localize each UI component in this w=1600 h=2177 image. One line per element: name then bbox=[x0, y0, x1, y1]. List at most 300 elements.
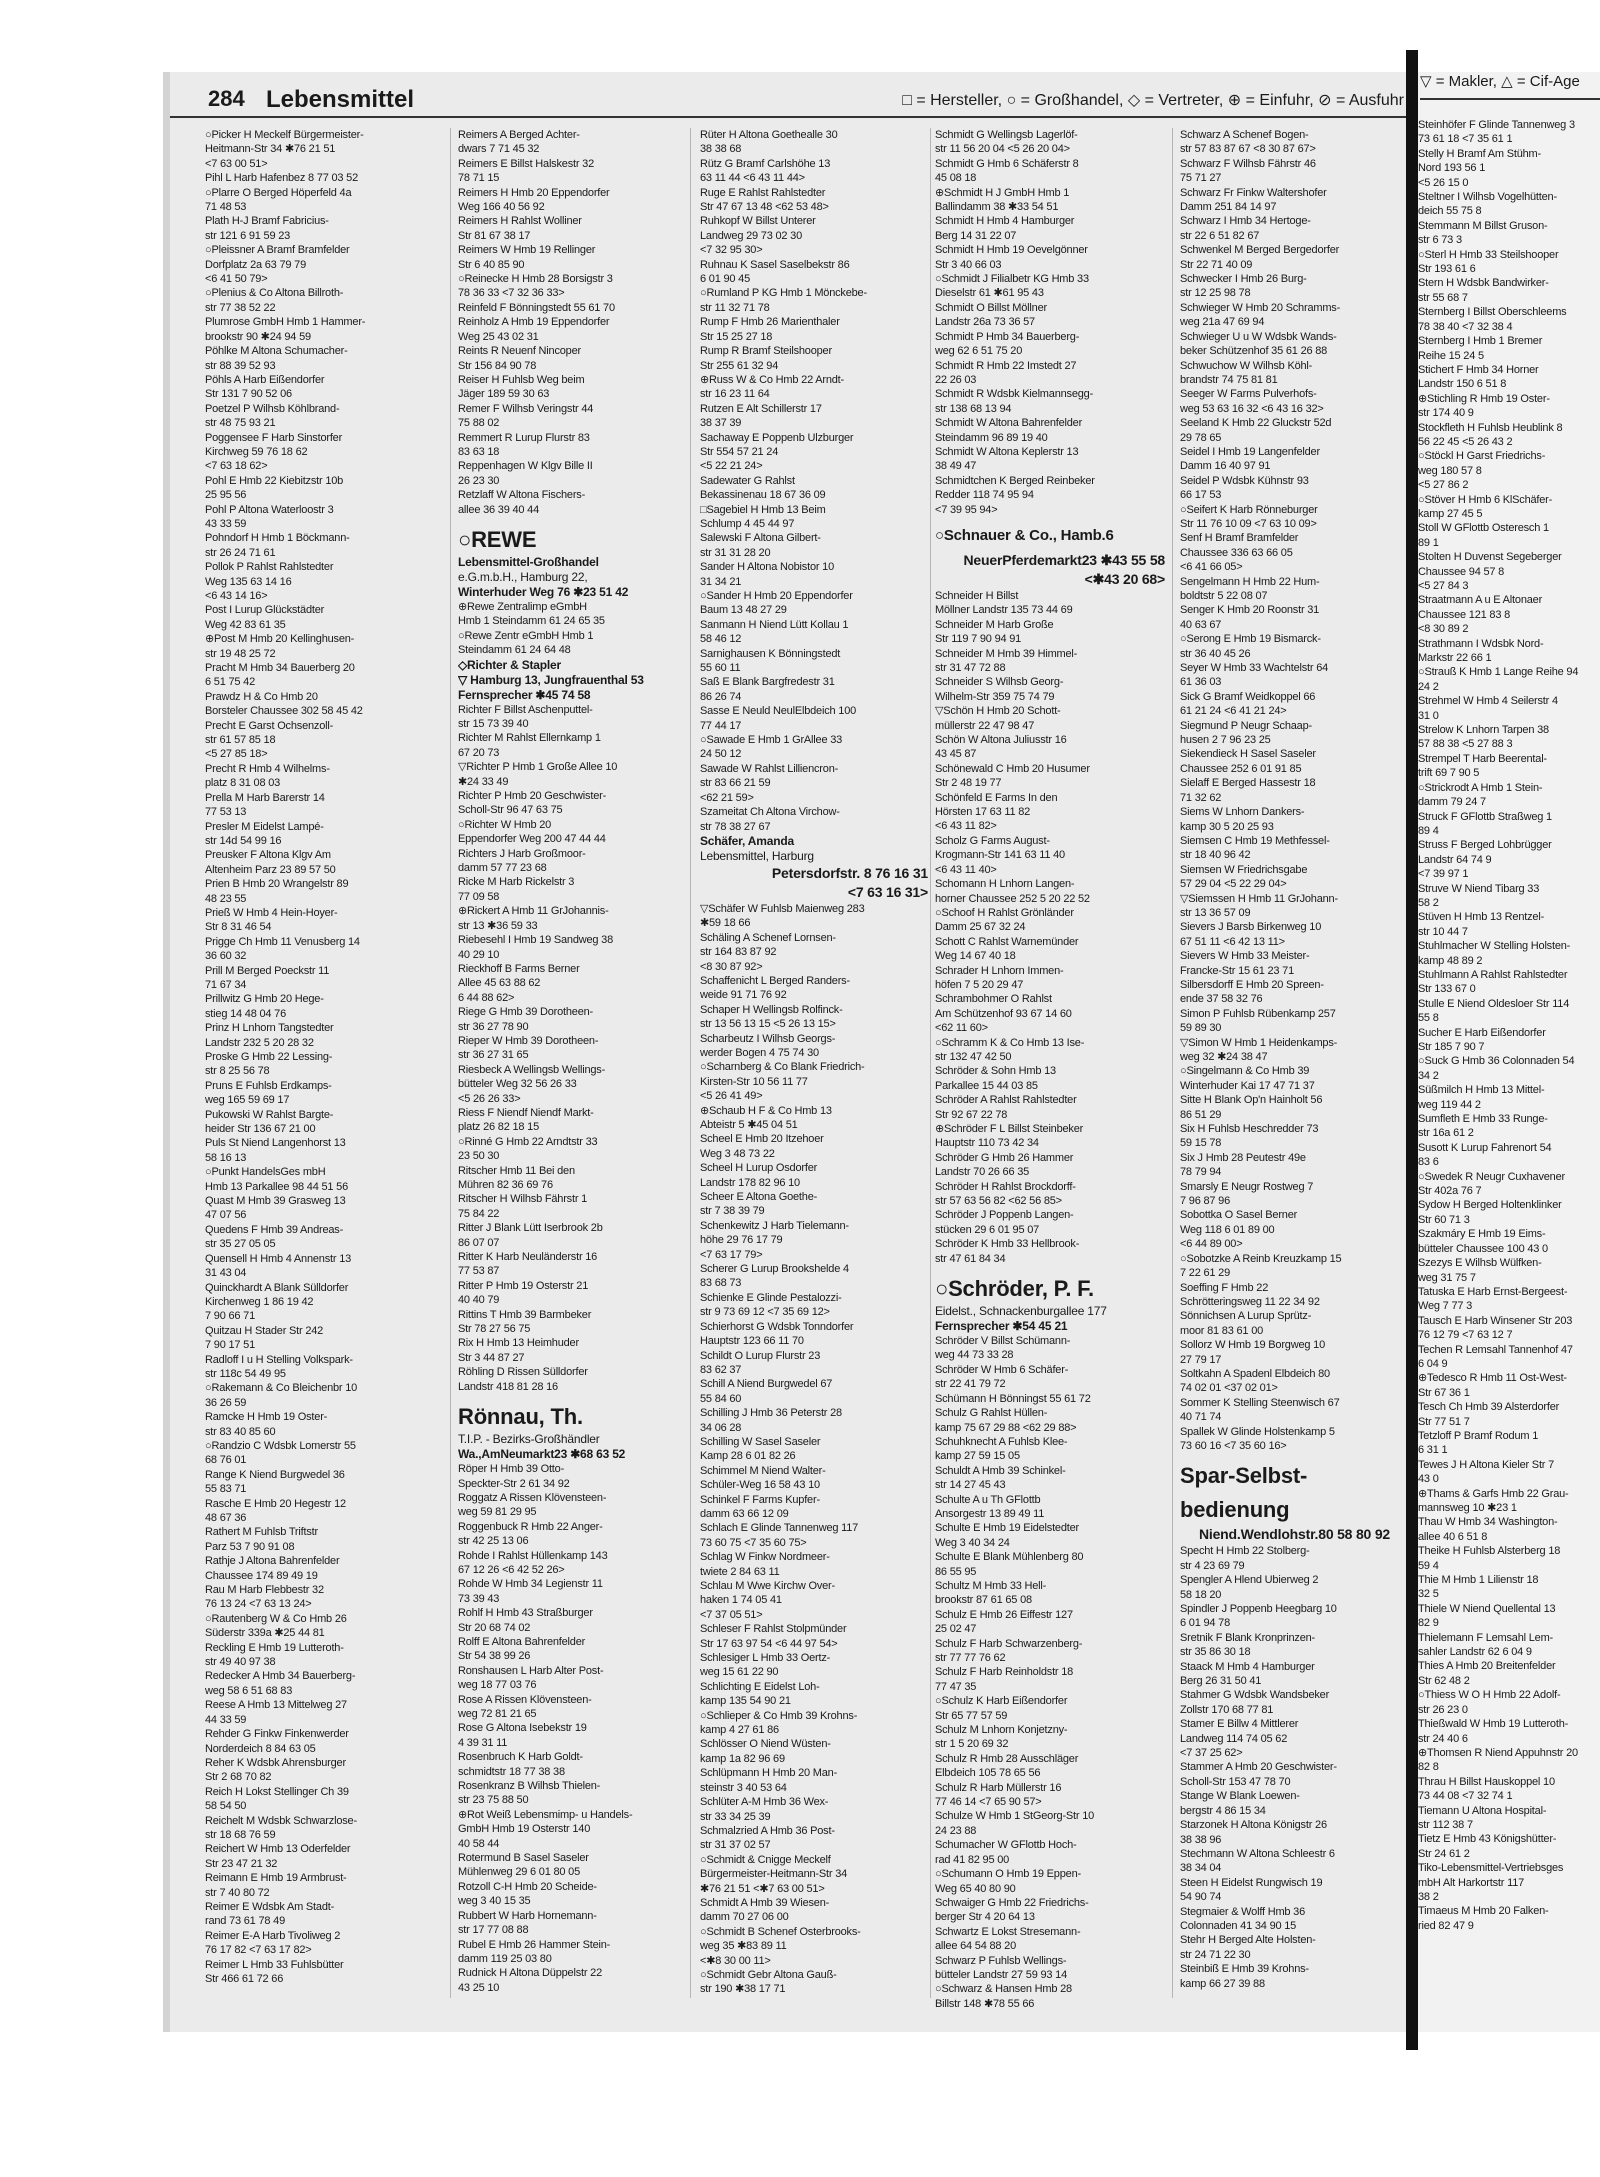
directory-entry-line: ○Stöckl H Garst Friedrichs- bbox=[1418, 450, 1546, 463]
directory-entry-line: Schilling W Sasel Saseler bbox=[700, 1435, 821, 1448]
directory-entry-line: Rohde W Hmb 34 Legienstr 11 bbox=[458, 1578, 603, 1591]
directory-entry-line: Sretnik F Blank Kronprinzen- bbox=[1180, 1631, 1316, 1644]
directory-entry-line: Berg 14 31 22 07 bbox=[935, 229, 1017, 242]
directory-entry-line: 31 43 04 bbox=[205, 1267, 247, 1280]
directory-entry-line: Remmert R Lurup Flurstr 83 bbox=[458, 431, 590, 444]
directory-entry-line: 7 96 87 96 bbox=[1180, 1195, 1230, 1208]
directory-entry-line: str 14d 54 99 16 bbox=[205, 834, 282, 847]
directory-entry-line: Am Schützenhof 93 67 14 60 bbox=[935, 1007, 1072, 1020]
directory-entry-line: 61 21 24 <6 41 21 24> bbox=[1180, 705, 1287, 718]
directory-entry-line: weg 31 75 7 bbox=[1418, 1271, 1476, 1284]
directory-entry-line: Str 77 51 7 bbox=[1418, 1415, 1470, 1428]
directory-entry-line: Rolff E Altona Bahrenfelder bbox=[458, 1635, 586, 1648]
directory-entry-line: Schinkel F Farms Kupfer- bbox=[700, 1493, 820, 1506]
directory-entry-line: Rathje J Altona Bahrenfelder bbox=[205, 1555, 340, 1568]
directory-column-2 bbox=[458, 128, 676, 2008]
directory-entry-line: Schilling J Hmb 36 Peterstr 28 bbox=[700, 1407, 842, 1420]
directory-entry-line: Reimers W Hmb 19 Rellinger bbox=[458, 244, 596, 257]
directory-entry-line: Riege G Hmb 39 Dorotheen- bbox=[458, 1006, 594, 1019]
directory-entry-line: Schlump 4 45 44 97 bbox=[700, 517, 795, 530]
directory-entry-line: Str 62 48 2 bbox=[1418, 1674, 1470, 1687]
directory-entry-line: platz 8 31 08 03 bbox=[205, 777, 281, 790]
directory-entry-line: Landstr 26a 73 36 57 bbox=[935, 316, 1035, 329]
directory-entry-line: Quitzau H Stader Str 242 bbox=[205, 1324, 324, 1337]
directory-entry-line: ried 82 47 9 bbox=[1418, 1919, 1474, 1932]
directory-entry-line: Str 2 48 19 77 bbox=[935, 777, 1002, 790]
directory-entry-line: Schwieger W Hmb 20 Schramms- bbox=[1180, 301, 1341, 314]
directory-column-6-right-page bbox=[1418, 118, 1600, 1998]
directory-entry-line: Schaffenicht L Berged Randers- bbox=[700, 974, 850, 987]
directory-entry-line: 63 11 44 <6 43 11 44> bbox=[700, 172, 805, 185]
directory-entry-line: <7 63 00 51> bbox=[205, 157, 268, 170]
directory-entry-line: 6 44 88 62> bbox=[458, 991, 515, 1004]
directory-entry-line: Schönfeld E Farms In den bbox=[935, 791, 1058, 804]
directory-entry-line: weg 18 77 03 76 bbox=[458, 1679, 537, 1692]
directory-entry-line: Thiele W Niend Quellental 13 bbox=[1418, 1602, 1556, 1615]
directory-entry-line: Str 554 57 21 24 bbox=[700, 445, 779, 458]
directory-entry-line: 6 51 75 42 bbox=[205, 676, 255, 689]
directory-entry-line: Schlichting E Eidelst Loh- bbox=[700, 1680, 820, 1693]
directory-entry-line: Rump R Bramf Steilshooper bbox=[700, 345, 832, 358]
directory-entry-line: ○Swedek R Neugr Cuxhavener bbox=[1418, 1170, 1565, 1183]
directory-entry-line: Siegmund P Neugr Schaap- bbox=[1180, 719, 1312, 732]
directory-entry-line: Senf H Bramf Bramfelder bbox=[1180, 532, 1299, 545]
directory-entry-line: ○Schmidt J Filialbetr KG Hmb 33 bbox=[935, 273, 1089, 286]
directory-entry-line: Schröder J Poppenb Langen- bbox=[935, 1209, 1074, 1222]
directory-entry-line: Presler M Eidelst Lampé- bbox=[205, 820, 324, 833]
directory-entry-line: str 26 24 71 61 bbox=[205, 546, 276, 559]
column-divider bbox=[930, 128, 931, 1998]
directory-entry-line: Thie M Hmb 1 Lilienstr 18 bbox=[1418, 1574, 1539, 1587]
directory-entry-line: Rüter H Altona Goethealle 30 bbox=[700, 129, 838, 141]
directory-entry-line: ⊕Schröder F L Billst Steinbeker bbox=[935, 1123, 1084, 1135]
directory-entry-line: ▽Schön H Hmb 20 Schott- bbox=[935, 705, 1061, 718]
directory-entry-line: Röper H Hmb 39 Otto- bbox=[458, 1463, 565, 1476]
directory-entry-line: Prinz H Lnhorn Tangstedter bbox=[205, 1022, 334, 1035]
directory-entry-line: str 24 71 22 30 bbox=[1180, 1948, 1251, 1961]
directory-entry-line: Weg 14 67 40 18 bbox=[935, 950, 1016, 963]
directory-entry-line: Landstr 70 26 66 35 bbox=[935, 1166, 1030, 1179]
directory-entry-line: 48 23 55 bbox=[205, 892, 247, 905]
directory-entry-line: Tewes J H Altona Kieler Str 7 bbox=[1418, 1458, 1555, 1471]
directory-entry-line: 73 44 08 <7 32 74 1 bbox=[1418, 1790, 1513, 1803]
directory-entry-line: Stehr H Berged Alte Holsten- bbox=[1180, 1934, 1316, 1947]
directory-entry-line: 36 26 59 bbox=[205, 1396, 247, 1409]
directory-entry-line: □Sagebiel H Hmb 13 Beim bbox=[700, 503, 826, 516]
directory-entry-line: Kirchenweg 1 86 19 42 bbox=[205, 1295, 314, 1308]
directory-entry-line: Pihl L Harb Hafenbez 8 77 03 52 bbox=[205, 172, 358, 185]
directory-entry-line: Stamer E Billw 4 Mittlerer bbox=[1180, 1718, 1299, 1731]
directory-entry-line: Schmidt G Wellingsb Lagerlöf- bbox=[935, 129, 1078, 141]
directory-entry-line: Schröder K Hmb 33 Hellbrook- bbox=[935, 1238, 1080, 1251]
directory-entry-line: 38 34 04 bbox=[1180, 1862, 1222, 1875]
directory-entry-line: 7 90 66 71 bbox=[205, 1310, 255, 1323]
directory-entry-line: Reichelt M Wdsbk Schwarzlose- bbox=[205, 1814, 357, 1827]
directory-entry-line: Reinholz A Hmb 19 Eppendorfer bbox=[458, 316, 610, 329]
column-divider bbox=[450, 128, 451, 1998]
directory-entry-line: str 23 75 88 50 bbox=[458, 1794, 529, 1807]
directory-entry-line: Sengelmann H Hmb 22 Hum- bbox=[1180, 575, 1320, 588]
directory-entry-line: str 9 73 69 12 <7 35 69 12> bbox=[700, 1306, 830, 1319]
directory-entry-line: Möllner Landstr 135 73 44 69 bbox=[935, 604, 1073, 617]
directory-entry-line: Schmidt G Hmb 6 Schäferstr 8 bbox=[935, 157, 1079, 170]
directory-entry-line: str 31 47 72 88 bbox=[935, 662, 1006, 674]
directory-entry-line: Landstr 178 82 96 10 bbox=[700, 1176, 800, 1189]
directory-entry-line: 74 02 01 <37 02 01> bbox=[1180, 1382, 1278, 1395]
directory-entry-line: Str 133 67 0 bbox=[1418, 983, 1476, 996]
display-listing-name: ○Schröder, P. F. bbox=[935, 1276, 1094, 1302]
directory-column-5 bbox=[1180, 128, 1390, 2008]
directory-entry-line: Schmidt W Altona Bahrenfelder bbox=[935, 417, 1083, 430]
directory-entry-line: Hauptstr 110 73 42 34 bbox=[935, 1137, 1039, 1150]
directory-entry-line: 77 47 35 bbox=[935, 1680, 977, 1693]
directory-entry-line: Thau W Hmb 34 Washington- bbox=[1418, 1516, 1558, 1529]
display-listing-name: Spar-Selbst- bbox=[1180, 1463, 1308, 1489]
directory-entry-line: Chaussee 121 83 8 bbox=[1418, 608, 1511, 621]
directory-entry-line: Sarnighausen K Bönningstedt bbox=[700, 647, 841, 660]
directory-entry-line: ○Reinecke H Hmb 28 Borsigstr 3 bbox=[458, 273, 613, 286]
entry-separator bbox=[935, 1266, 1165, 1270]
directory-entry-line: str 48 75 93 21 bbox=[205, 417, 276, 430]
directory-entry-line: 86 07 07 bbox=[458, 1236, 500, 1249]
directory-entry-line: ○Schulz K Harb Eißendorfer bbox=[935, 1695, 1068, 1708]
directory-entry-line: str 13 56 13 15 <5 26 13 15> bbox=[700, 1018, 836, 1031]
directory-entry-line: weg 62 6 51 75 20 bbox=[935, 345, 1023, 358]
directory-entry-line: Kirchweg 59 76 18 62 bbox=[205, 445, 308, 458]
directory-entry-line: 86 26 74 bbox=[700, 690, 742, 703]
directory-entry-line: Precht E Garst Ochsenzoll- bbox=[205, 719, 334, 732]
directory-entry-line: str 132 47 42 50 bbox=[935, 1050, 1012, 1063]
directory-entry-line: Str 185 7 90 7 bbox=[1418, 1041, 1485, 1053]
directory-entry-line: 77 44 17 bbox=[700, 719, 742, 732]
directory-entry-line: Sievers W Hmb 33 Meister- bbox=[1180, 950, 1310, 963]
directory-entry-line: ○Punkt HandelsGes mbH bbox=[205, 1166, 326, 1179]
directory-entry-line: Saß E Blank Bargfredestr 31 bbox=[700, 676, 835, 689]
directory-entry-line: Schwieger U u W Wdsbk Wands- bbox=[1180, 330, 1337, 343]
directory-entry-line: Rubel E Hmb 26 Hammer Stein- bbox=[458, 1938, 611, 1951]
directory-entry-line: Steindamm 96 89 19 40 bbox=[935, 431, 1048, 444]
directory-entry-line: str 42 25 13 06 bbox=[458, 1535, 529, 1548]
directory-entry-line: <7 63 17 79> bbox=[700, 1248, 763, 1261]
directory-entry-line: ⊕Rot Weiß Lebensmimp- u Handels- bbox=[458, 1808, 633, 1821]
directory-entry-line: str 31 37 02 57 bbox=[700, 1839, 771, 1852]
directory-entry-line: Thießwald W Hmb 19 Lutteroth- bbox=[1418, 1718, 1569, 1731]
directory-entry-line: Reints R Neuenf Nincoper bbox=[458, 345, 581, 358]
directory-entry-line: str 10 44 7 bbox=[1418, 925, 1468, 938]
directory-entry-line: Schneider M Harb Große bbox=[935, 618, 1054, 631]
directory-entry-line: 77 53 87 bbox=[458, 1265, 500, 1278]
directory-entry-line: Stockfleth H Fuhlsb Heublink 8 bbox=[1418, 421, 1563, 434]
directory-entry-line: Schwarz I Hmb 34 Hertoge- bbox=[1180, 215, 1311, 228]
directory-entry-line: Scholl-Str 153 47 78 70 bbox=[1180, 1775, 1291, 1788]
directory-entry-line: Stuhlmann A Rahlst Rahlstedter bbox=[1418, 968, 1568, 981]
directory-entry-line: 40 58 44 bbox=[458, 1837, 500, 1850]
directory-entry-line: Weg 166 40 56 92 bbox=[458, 201, 545, 214]
directory-entry-line: 67 12 26 <6 42 52 26> bbox=[458, 1563, 565, 1576]
directory-entry-line: Schmidt H Hmb 4 Hamburger bbox=[935, 215, 1075, 228]
directory-entry-line: Damm 25 67 32 24 bbox=[935, 921, 1026, 934]
directory-entry-line: Str 119 7 90 94 91 bbox=[935, 633, 1022, 646]
display-listing-detail: Winterhuder Weg 76 ✱23 51 42 bbox=[458, 584, 629, 599]
directory-entry-line: Schulte E Blank Mühlenberg 80 bbox=[935, 1551, 1084, 1564]
directory-entry-line: weg 72 81 21 65 bbox=[458, 1708, 537, 1720]
directory-entry-line: Ramcke H Hmb 19 Oster- bbox=[205, 1411, 328, 1424]
directory-entry-line: Pohndorf H Hmb 1 Böckmann- bbox=[205, 532, 350, 545]
directory-entry-line: Nord 193 56 1 bbox=[1418, 162, 1486, 175]
display-listing-detail: T.I.P. - Bezirks-Großhändler bbox=[458, 1432, 600, 1447]
directory-entry-line: Riesbeck A Wellingsb Wellings- bbox=[458, 1063, 606, 1076]
directory-entry-line: str 55 68 7 bbox=[1418, 291, 1468, 304]
directory-entry-line: Quensell H Hmb 4 Annenstr 13 bbox=[205, 1252, 352, 1265]
directory-entry-line: Poetzel P Wilhsb Köhlbrand- bbox=[205, 402, 340, 415]
directory-entry-line: Landstr 418 81 28 16 bbox=[458, 1380, 558, 1393]
directory-entry-line: Schulz E Hmb 26 Eiffestr 127 bbox=[935, 1608, 1073, 1621]
directory-entry-line: 67 51 11 <6 42 13 11> bbox=[1180, 935, 1285, 948]
directory-entry-line: Schwarz Fr Finkw Waltershofer bbox=[1180, 186, 1327, 199]
directory-entry-line: 43 45 87 bbox=[935, 748, 977, 761]
directory-entry-line: Weg 135 63 14 16 bbox=[205, 575, 292, 588]
directory-entry-line: ○Schlieper & Co Hmb 39 Krohns- bbox=[700, 1709, 858, 1722]
directory-entry-line: ○Plenius & Co Altona Billroth- bbox=[205, 287, 344, 300]
directory-entry-line: ⊕Schaub H F & Co Hmb 13 bbox=[700, 1104, 832, 1117]
directory-entry-line: Seyer W Hmb 33 Wachtelstr 64 bbox=[1180, 662, 1329, 675]
directory-entry-line: Schlag W Finkw Nordmeer- bbox=[700, 1551, 830, 1564]
directory-entry-line: Seidel P Wdsbk Kühnstr 93 bbox=[1180, 474, 1309, 487]
directory-entry-line: Rohlf H Hmb 43 Straßburger bbox=[458, 1607, 593, 1620]
directory-entry-line: ○Seifert K Harb Rönneburger bbox=[1180, 503, 1318, 516]
directory-entry-line: GmbH Hmb 19 Osterstr 140 bbox=[458, 1823, 591, 1836]
directory-entry-line: Str 24 61 2 bbox=[1418, 1847, 1470, 1860]
directory-entry-line: 40 40 79 bbox=[458, 1294, 500, 1307]
directory-entry-line: 56 22 45 <5 26 43 2 bbox=[1418, 435, 1513, 448]
directory-entry-line: 54 90 74 bbox=[1180, 1891, 1222, 1904]
directory-entry-line: 36 60 32 bbox=[205, 950, 247, 963]
directory-entry-line: Schimmel M Niend Walter- bbox=[700, 1464, 826, 1477]
directory-entry-line: Spengler A Hlend Ubierweg 2 bbox=[1180, 1574, 1319, 1587]
directory-entry-line: steinstr 3 40 53 64 bbox=[700, 1781, 787, 1794]
directory-entry-line: stieg 14 48 04 76 bbox=[205, 1007, 287, 1020]
directory-entry-line: 38 49 47 bbox=[935, 460, 977, 473]
directory-entry-line: str 1 5 20 69 32 bbox=[935, 1738, 1009, 1751]
directory-entry-line: 40 63 67 bbox=[1180, 618, 1222, 631]
directory-entry-line: Chaussee 336 63 66 05 bbox=[1180, 546, 1293, 559]
directory-entry-line: ende 37 58 32 76 bbox=[1180, 993, 1263, 1006]
directory-entry-line: Remer F Wilhsb Veringstr 44 bbox=[458, 402, 594, 415]
directory-entry-line: Schrader H Lnhorn Immen- bbox=[935, 964, 1064, 977]
display-listing-name: bedienung bbox=[1180, 1497, 1290, 1523]
directory-entry-line: str 22 6 51 82 67 bbox=[1180, 229, 1260, 242]
directory-entry-line: Ruhnau K Sasel Saselbekstr 86 bbox=[700, 258, 850, 271]
directory-entry-line: Weg 7 77 3 bbox=[1418, 1300, 1473, 1313]
directory-entry-line: 58 46 12 bbox=[700, 633, 742, 646]
directory-entry-line: horner Chaussee 252 5 20 22 52 bbox=[935, 892, 1090, 905]
directory-entry-line: Reich H Lokst Stellinger Ch 39 bbox=[205, 1785, 349, 1798]
directory-entry-line: Str 2 68 70 82 bbox=[205, 1771, 272, 1784]
directory-entry-line: Six J Hmb 28 Peutestr 49e bbox=[1180, 1151, 1306, 1164]
directory-entry-line: str 13 ✱36 59 33 bbox=[458, 919, 538, 932]
directory-entry-line: <7 39 97 1 bbox=[1418, 868, 1469, 881]
directory-entry-line: Dorfplatz 2a 63 79 79 bbox=[205, 258, 306, 271]
directory-entry-line: ○Rumland P KG Hmb 1 Mönckebe- bbox=[700, 287, 867, 300]
directory-entry-line: ○Sawade E Hmb 1 GrAllee 33 bbox=[700, 734, 843, 747]
directory-entry-line: ⊕Tedesco R Hmb 11 Ost-West- bbox=[1418, 1372, 1567, 1385]
directory-entry-line: Ritter P Hmb 19 Osterstr 21 bbox=[458, 1279, 589, 1292]
directory-entry-line: Ritter J Blank Lütt Iserbrook 2b bbox=[458, 1222, 603, 1235]
directory-entry-line: Altenheim Parz 23 89 57 50 bbox=[205, 863, 336, 876]
directory-entry-line: Rieckhoff B Farms Berner bbox=[458, 962, 580, 975]
directory-entry-line: ⊕Thomsen R Niend Appuhnstr 20 bbox=[1418, 1746, 1578, 1759]
directory-entry-line: str 6 73 3 bbox=[1418, 234, 1462, 247]
directory-entry-line: husen 2 7 96 23 25 bbox=[1180, 734, 1271, 747]
directory-entry-line: Str 6 40 85 90 bbox=[458, 258, 525, 271]
directory-entry-line: Bürgermeister-Heitmann-Str 34 bbox=[700, 1868, 848, 1881]
directory-entry-line: damm 63 66 12 09 bbox=[700, 1507, 789, 1520]
directory-entry-line: Schenkewitz J Harb Tielemann- bbox=[700, 1219, 849, 1232]
directory-entry-line: Rutzen E Alt Schillerstr 17 bbox=[700, 402, 822, 415]
directory-entry-line: Redder 118 74 95 94 bbox=[935, 489, 1034, 502]
directory-entry-line: Quinckhardt A Blank Sülldorfer bbox=[205, 1281, 349, 1294]
directory-entry-line: <6 41 50 79> bbox=[205, 273, 268, 286]
directory-entry-line: ○Sander H Hmb 20 Eppendorfer bbox=[700, 590, 853, 602]
directory-entry-line: moor 81 83 61 00 bbox=[1180, 1324, 1264, 1337]
directory-column-3 bbox=[700, 128, 928, 2008]
directory-entry-line: Str 23 47 21 32 bbox=[205, 1857, 278, 1870]
directory-entry-line: Schaper H Wellingsb Rolfinck- bbox=[700, 1003, 843, 1016]
directory-entry-line: Hörsten 17 63 11 82 bbox=[935, 806, 1031, 819]
directory-entry-line: Schwecker I Hmb 26 Burg- bbox=[1180, 273, 1307, 286]
directory-entry-line: Sydow H Berged Holtenklinker bbox=[1418, 1199, 1562, 1212]
directory-entry-line: str 35 27 05 05 bbox=[205, 1238, 276, 1251]
directory-entry-line: Kamp 28 6 01 82 26 bbox=[700, 1450, 796, 1463]
directory-entry-line: weg 53 63 16 32 <6 43 16 32> bbox=[1180, 402, 1324, 415]
directory-entry-line: Elbdeich 105 78 65 56 bbox=[935, 1767, 1041, 1780]
directory-entry-line: <6 41 66 05> bbox=[1180, 561, 1243, 574]
directory-entry-line: Stange W Blank Loewen- bbox=[1180, 1790, 1300, 1803]
directory-entry-line: Rudnick H Altona Düppelstr 22 bbox=[458, 1967, 603, 1980]
directory-entry-line: Weg 118 6 01 89 00 bbox=[1180, 1223, 1275, 1236]
directory-entry-line: Reimann E Hmb 19 Armbrust- bbox=[205, 1872, 347, 1885]
directory-entry-line: str 14 27 45 43 bbox=[935, 1479, 1006, 1492]
directory-column-1 bbox=[205, 128, 443, 2008]
directory-entry-line: bütteler Chaussee 100 43 0 bbox=[1418, 1242, 1548, 1255]
directory-entry-line: Ballindamm 38 ✱33 54 51 bbox=[935, 201, 1059, 214]
directory-entry-line: Struve W Niend Tibarg 33 bbox=[1418, 882, 1540, 895]
directory-entry-line: 77 53 13 bbox=[205, 806, 247, 819]
directory-entry-line: Stammer A Hmb 20 Geschwister- bbox=[1180, 1761, 1337, 1774]
directory-entry-line: Reppenhagen W Klgv Bille II bbox=[458, 460, 593, 473]
directory-entry-line: 77 46 14 <7 65 90 57> bbox=[935, 1796, 1042, 1809]
column-divider bbox=[690, 128, 691, 1998]
directory-entry-line: ○Scharnberg & Co Blank Friedrich- bbox=[700, 1061, 865, 1074]
directory-entry-line: Roggenbuck R Hmb 22 Anger- bbox=[458, 1520, 603, 1533]
directory-entry-line: rand 73 61 78 49 bbox=[205, 1915, 285, 1928]
directory-entry-line: Schön W Altona Juliusstr 16 bbox=[935, 734, 1067, 747]
directory-entry-line: ○Sobotzke A Reinb Kreuzkamp 15 bbox=[1180, 1252, 1342, 1265]
directory-entry-line: ○Rewe Zentr eGmbH Hmb 1 bbox=[458, 629, 594, 642]
directory-entry-line: Jäger 189 59 30 63 bbox=[458, 388, 550, 401]
directory-entry-line: 7 90 17 51 bbox=[205, 1339, 255, 1352]
directory-entry-line: Schuhknecht A Fuhlsb Klee- bbox=[935, 1435, 1068, 1448]
directory-entry-line: stücken 29 6 01 95 07 bbox=[935, 1223, 1040, 1236]
display-listing-detail: Wa.,AmNeumarkt23 ✱68 63 52 bbox=[458, 1447, 626, 1462]
directory-entry-line: str 112 38 7 bbox=[1418, 1818, 1473, 1831]
directory-entry-line: Schott C Rahlst Warnemünder bbox=[935, 935, 1079, 948]
directory-entry-line: Reihe 15 24 5 bbox=[1418, 349, 1484, 362]
directory-entry-line: Strempel T Harb Beerental- bbox=[1418, 752, 1547, 765]
directory-entry-line: 27 79 17 bbox=[1180, 1353, 1222, 1366]
directory-entry-line: Roggatz A Rissen Klövensteen- bbox=[458, 1491, 607, 1504]
directory-entry-line: Ansorgestr 13 89 49 11 bbox=[935, 1507, 1045, 1520]
directory-entry-line: Sumfleth E Hmb 33 Runge- bbox=[1418, 1113, 1548, 1126]
directory-entry-line: 59 89 30 bbox=[1180, 1022, 1222, 1035]
directory-entry-line: brandstr 74 75 81 81 bbox=[1180, 373, 1278, 386]
directory-entry-line: Mühren 82 36 69 76 bbox=[458, 1179, 553, 1191]
directory-entry-line: Hauptstr 123 66 11 70 bbox=[700, 1335, 804, 1348]
directory-entry-line: Szameitat Ch Altona Virchow- bbox=[700, 806, 840, 819]
directory-entry-line: 48 67 36 bbox=[205, 1512, 247, 1524]
directory-entry-line: <8 30 89 2 bbox=[1418, 623, 1469, 636]
display-listing-phone: <7 63 16 31> bbox=[847, 883, 928, 900]
directory-entry-line: Soeffing F Hmb 22 bbox=[1180, 1281, 1269, 1294]
directory-entry-line: weg 180 57 8 bbox=[1418, 464, 1482, 477]
directory-entry-line: Schröder A Rahlst Rahlstedter bbox=[935, 1094, 1077, 1107]
display-listing-detail: Lebensmittel, Harburg bbox=[700, 848, 814, 863]
directory-entry-line: str 18 40 96 42 bbox=[1180, 849, 1251, 862]
directory-entry-line: <6 44 89 00> bbox=[1180, 1238, 1243, 1251]
directory-entry-line: str 49 40 97 38 bbox=[205, 1656, 276, 1669]
directory-entry-line: höfen 7 5 20 29 47 bbox=[935, 978, 1024, 991]
directory-entry-line: Seeland K Hmb 22 Gluckstr 52d bbox=[1180, 417, 1332, 430]
directory-entry-line: Siemsen C Hmb 19 Methfessel- bbox=[1180, 834, 1330, 847]
directory-entry-line: Scheer E Altona Goethe- bbox=[700, 1191, 818, 1204]
directory-entry-line: rad 41 82 95 00 bbox=[935, 1853, 1010, 1866]
directory-entry-line: Bekassinenau 18 67 36 09 bbox=[700, 489, 826, 502]
directory-entry-line: 58 54 50 bbox=[205, 1800, 247, 1813]
directory-entry-line: Rotermund B Sasel Saseler bbox=[458, 1852, 589, 1865]
directory-entry-line: Prillwitz G Hmb 20 Hege- bbox=[205, 993, 324, 1006]
directory-entry-line: Reckling E Hmb 19 Lutteroth- bbox=[205, 1641, 344, 1654]
directory-entry-line: Sollorz W Hmb 19 Borgweg 10 bbox=[1180, 1339, 1325, 1352]
directory-entry-line: ○Suck G Hmb 36 Colonnaden 54 bbox=[1418, 1055, 1575, 1068]
directory-entry-line: Chaussee 174 89 49 19 bbox=[205, 1569, 318, 1582]
directory-entry-line: str 16 23 11 64 bbox=[700, 388, 770, 401]
directory-entry-line: Tiemann U Altona Hospital- bbox=[1418, 1804, 1547, 1817]
directory-entry-line: 38 37 39 bbox=[700, 417, 742, 430]
directory-entry-line: bergstr 4 86 15 34 bbox=[1180, 1804, 1266, 1817]
directory-entry-line: Salewski F Altona Gilbert- bbox=[700, 532, 821, 545]
directory-entry-line: ○Thiess W O H Hmb 22 Adolf- bbox=[1418, 1689, 1561, 1702]
directory-entry-line: str 118c 54 49 95 bbox=[205, 1367, 286, 1380]
directory-entry-line: Sielaff E Berged Hassestr 18 bbox=[1180, 777, 1316, 790]
directory-entry-line: Markstr 22 66 1 bbox=[1418, 652, 1492, 665]
directory-entry-line: Süßmilch H Hmb 13 Mittel- bbox=[1418, 1084, 1545, 1097]
directory-entry-line: Schneider S Wilhsb Georg- bbox=[935, 676, 1064, 689]
directory-entry-line: Str 255 61 32 94 bbox=[700, 359, 779, 372]
directory-entry-line: Struck F GFlottb Straßweg 1 bbox=[1418, 810, 1552, 823]
directory-entry-line: Stüven H Hmb 13 Rentzel- bbox=[1418, 911, 1545, 924]
column-divider bbox=[1172, 128, 1173, 1998]
directory-entry-line: Str 47 67 13 48 <62 53 48> bbox=[700, 201, 829, 214]
directory-entry-line: weide 91 71 76 92 bbox=[700, 989, 787, 1002]
symbol-legend: □ = Hersteller, ○ = Großhandel, ◇ = Vertreter, ⊕ = Einfuhr, ⊘ = Ausfuhr bbox=[902, 92, 1404, 109]
directory-entry-line: Seidel I Hmb 19 Langenfelder bbox=[1180, 445, 1320, 458]
directory-entry-line: str 77 38 52 22 bbox=[205, 301, 276, 314]
directory-entry-line: Thielemann F Lemsahl Lem- bbox=[1418, 1631, 1554, 1644]
directory-entry-line: ○Schwarz & Hansen Hmb 28 bbox=[935, 1983, 1072, 1996]
directory-entry-line: Schultz M Hmb 33 Hell- bbox=[935, 1579, 1047, 1592]
directory-entry-line: 6 31 1 bbox=[1418, 1444, 1448, 1457]
directory-entry-line: str 18 68 76 59 bbox=[205, 1828, 276, 1841]
